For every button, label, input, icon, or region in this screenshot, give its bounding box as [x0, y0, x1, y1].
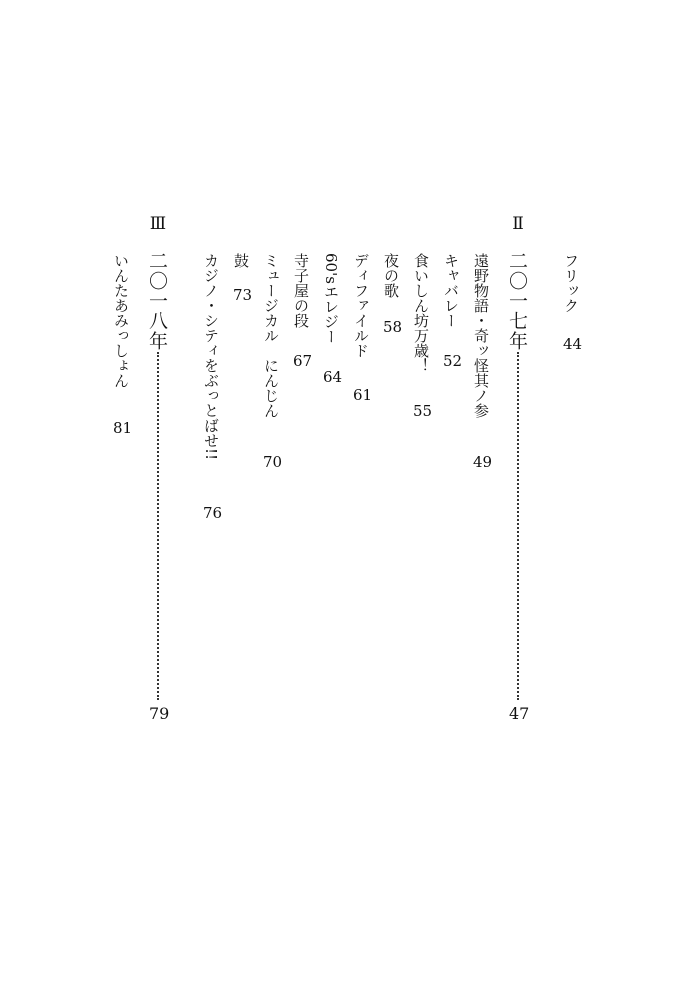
entry-60s-page: 64 — [323, 368, 343, 386]
entry-kuishinbo-page: 55 — [413, 402, 433, 420]
entry-casino-page: 76 — [203, 504, 223, 522]
part-2-heading: Ⅱ — [508, 214, 528, 234]
year-2017-page: 47 — [509, 704, 530, 723]
entry-60s-title[interactable]: 60'sエレジー — [322, 253, 340, 344]
entry-yoru-page: 58 — [383, 318, 403, 336]
entry-yoru-title[interactable]: 夜の歌 — [382, 253, 400, 298]
entry-intaami-page: 81 — [113, 419, 133, 437]
entry-flick-page: 44 — [563, 335, 583, 353]
entry-ninjin-page: 70 — [263, 453, 283, 471]
part-3-heading: Ⅲ — [148, 214, 168, 234]
year-2018-page: 79 — [149, 704, 170, 723]
entry-difile-title[interactable]: ディファイルド — [352, 253, 370, 358]
year-2018-heading[interactable]: 二〇一八年 — [146, 251, 168, 351]
entry-casino-title[interactable]: カジノ・シティをぶっとばせ!! — [202, 253, 220, 461]
year-2018-leader — [157, 352, 159, 700]
entry-intaami-title[interactable]: いんたあみっしょん — [112, 253, 130, 388]
entry-tsuzumi-title[interactable]: 鼓 — [232, 253, 250, 268]
entry-cabaret-title[interactable]: キャバレー — [442, 253, 460, 328]
entry-tono-page: 49 — [473, 453, 493, 471]
entry-kuishinbo-title[interactable]: 食いしん坊万歳！ — [412, 253, 430, 373]
entry-difile-page: 61 — [353, 386, 373, 404]
entry-tono-title[interactable]: 遠野物語・奇ッ怪其ノ参 — [472, 253, 490, 418]
entry-ninjin-title[interactable]: ミュージカル にんじん — [262, 253, 280, 418]
year-2017-heading[interactable]: 二〇一七年 — [506, 251, 528, 351]
entry-cabaret-page: 52 — [443, 352, 463, 370]
entry-tsuzumi-page: 73 — [233, 286, 253, 304]
entry-terakoya-page: 67 — [293, 352, 313, 370]
entry-terakoya-title[interactable]: 寺子屋の段 — [292, 253, 310, 328]
year-2017-leader — [517, 352, 519, 700]
entry-flick-title[interactable]: フリック — [562, 253, 580, 313]
